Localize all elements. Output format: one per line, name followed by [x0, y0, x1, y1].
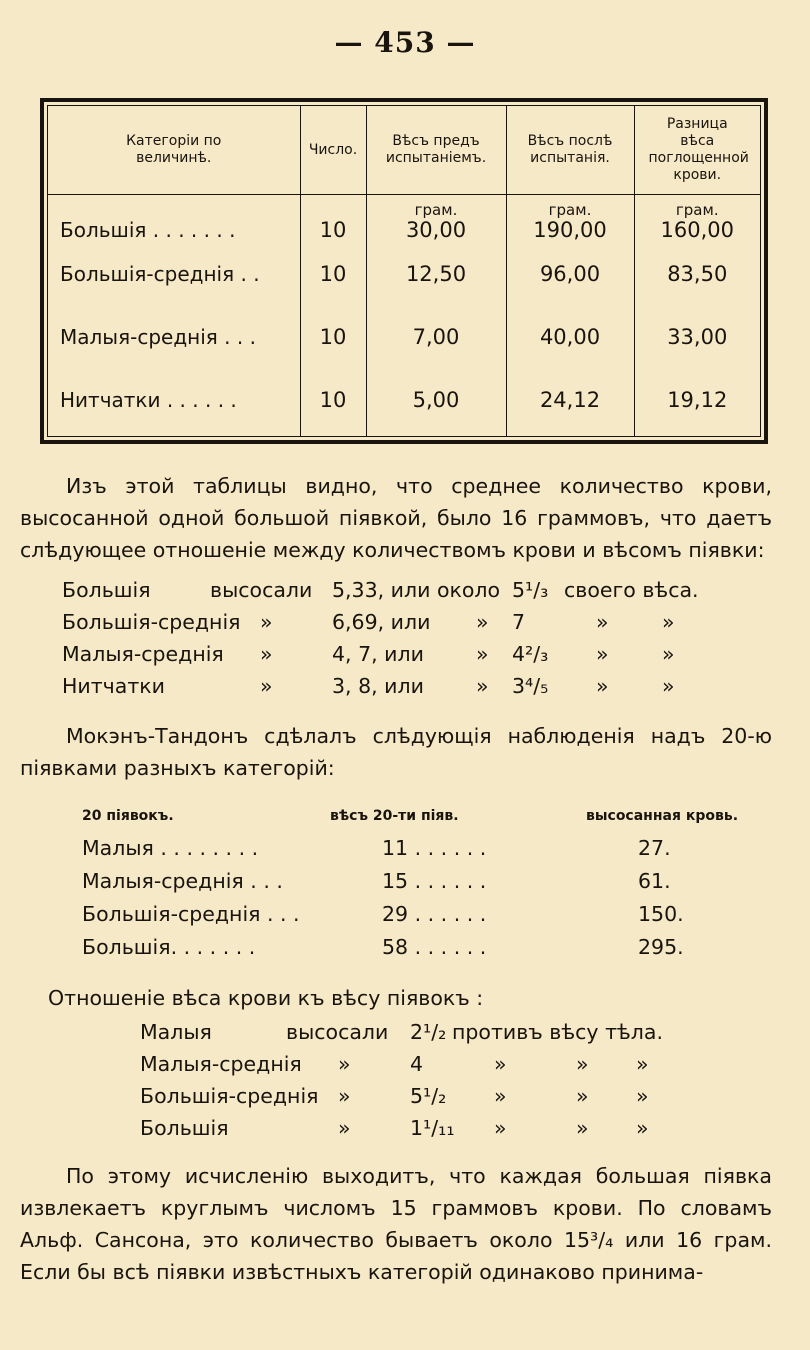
ratio2-name: Большія-среднія — [140, 1084, 319, 1108]
cell-before: 5,00 — [366, 368, 506, 431]
leech-weight: 11 . . . . . . — [382, 836, 487, 860]
paragraph-3: Отношеніе вѣса крови къ вѣсу піявокъ : — [48, 986, 484, 1010]
list-item — [140, 1116, 810, 1148]
ratio-name: Малыя-среднія — [62, 642, 224, 666]
cell-diff: 83,50 — [634, 243, 760, 306]
ratio2-tail: противъ вѣсу тѣла. — [452, 1020, 663, 1044]
ratio2-quote: » — [636, 1084, 649, 1108]
ratio-quote: » — [662, 610, 675, 634]
ratio2-quote: » — [494, 1052, 507, 1076]
cell-after: 24,12 — [506, 368, 634, 431]
leech-table-header — [82, 808, 772, 836]
cell-after: 96,00 — [506, 243, 634, 306]
list-item — [62, 674, 762, 706]
ratio-quote: » — [596, 642, 609, 666]
leech-weight: 29 . . . . . . — [382, 902, 487, 926]
ratio2-name: Малыя-среднія — [140, 1052, 302, 1076]
cell-count: 10 — [300, 195, 366, 244]
paragraph-1: Изъ этой таблицы видно, что среднее количество крови, высосанной одной большой піявкой, было 16 граммовъ, что даетъ слѣдующее отношеніе между количествомъ крови и вѣсомъ піявки: — [20, 474, 772, 562]
cell-after-value: 190,00 — [533, 218, 607, 242]
col-header-diff: Разница вѣса поглощенной крови. — [634, 106, 760, 195]
leech-name: Большія. . . . . . . — [82, 935, 256, 959]
ratio2-verb: » — [338, 1084, 351, 1108]
cell-before: 7,00 — [366, 306, 506, 369]
ratio-list-2 — [140, 1020, 810, 1148]
ratio-quote: » — [596, 610, 609, 634]
leech-weight: 58 . . . . . . — [382, 935, 487, 959]
table-row — [82, 902, 772, 935]
cell-after: 40,00 — [506, 306, 634, 369]
cell-before: 12,50 — [366, 243, 506, 306]
table-row — [82, 935, 772, 968]
ratio2-fraction: 2¹/₂ — [410, 1020, 447, 1044]
ratio2-quote: » — [636, 1052, 649, 1076]
ratio2-quote: » — [576, 1084, 589, 1108]
ratio2-verb: » — [338, 1116, 351, 1140]
cell-category: Нитчатки . . . . . . — [60, 387, 237, 412]
list-item — [62, 610, 762, 642]
table-row — [48, 195, 760, 244]
ratio-verb: » — [260, 610, 273, 634]
col-header-count: Число. — [300, 106, 366, 195]
leech-blood: 27. — [638, 836, 671, 860]
ratio-fraction: 3⁴/₅ — [512, 674, 549, 698]
leech-col-header-weight: вѣсъ 20-ти пiяв. — [330, 808, 459, 824]
table-row — [82, 869, 772, 902]
leech-name: Большія-среднія . . . — [82, 902, 300, 926]
ratio-tail: своего вѣса. — [564, 578, 699, 602]
unit-label: грам. — [548, 201, 592, 219]
list-item — [140, 1020, 810, 1052]
ratio-verb: » — [260, 642, 273, 666]
col-header-category: Категоріи по величинѣ. — [48, 106, 300, 195]
leech-weight: 15 . . . . . . — [382, 869, 487, 893]
ratio2-name: Малыя — [140, 1020, 212, 1044]
ratio2-quote: » — [636, 1116, 649, 1140]
ratio2-quote: » — [576, 1052, 589, 1076]
ratio-fraction: 4²/₃ — [512, 642, 549, 666]
leech-col-header-count: 20 піявокъ. — [82, 808, 174, 824]
leech-blood: 150. — [638, 902, 684, 926]
ratio-value: 6,69, или — [332, 610, 431, 634]
col-header-after: Вѣсъ послѣ испытанія. — [506, 106, 634, 195]
leech-blood: 61. — [638, 869, 671, 893]
paragraph-4: По этому исчисленію выходитъ, что каждая большая піявка извлекаетъ круглымъ числомъ 15 граммовъ крови. По словамъ Альф. Сансона, это количество бываетъ около 15³/₄ или 16 грам. Если бы всѣ піявки извѣстныхъ категорій одинаково принима- — [20, 1164, 772, 1284]
leech-col-header-blood: высосанная кровь. — [586, 808, 739, 824]
cell-diff — [634, 195, 760, 244]
ratio-quote: » — [662, 642, 675, 666]
ratio-verb: высосали — [210, 578, 313, 602]
ratio2-quote: » — [494, 1116, 507, 1140]
ratio-list-1 — [62, 578, 762, 706]
ratio-quote: » — [596, 674, 609, 698]
list-item — [62, 578, 762, 610]
cell-before-value: 30,00 — [405, 218, 467, 242]
ratio2-fraction: 4 — [410, 1052, 424, 1076]
unit-label: грам. — [675, 201, 719, 219]
cell-category: Большія . . . . . . . — [60, 218, 236, 242]
list-item — [140, 1084, 810, 1116]
paragraph-2: Мокэнъ-Тандонъ сдѣлалъ слѣдующія наблюденія надъ 20-ю піявками разныхъ категорій: — [20, 724, 772, 780]
ratio2-verb: высосали — [286, 1020, 389, 1044]
cell-before — [366, 195, 506, 244]
ratio-name: Большія-среднія — [62, 610, 241, 634]
cell-count: 10 — [300, 368, 366, 431]
ratio2-name: Большія — [140, 1116, 229, 1140]
ratio-quote: » — [476, 642, 489, 666]
table-row — [48, 306, 760, 369]
leech-name: Малыя . . . . . . . . — [82, 836, 259, 860]
table-row — [48, 243, 760, 306]
cell-count: 10 — [300, 306, 366, 369]
cell-diff-value: 160,00 — [660, 218, 734, 242]
leech-table — [82, 808, 772, 968]
table-row — [82, 836, 772, 869]
cell-count: 10 — [300, 243, 366, 306]
ratio2-quote: » — [494, 1084, 507, 1108]
ratio2-verb: » — [338, 1052, 351, 1076]
ratio2-fraction: 5¹/₂ — [410, 1084, 447, 1108]
cell-category: Малыя-среднія . . . — [60, 325, 256, 350]
list-item — [62, 642, 762, 674]
ratio-fraction: 5¹/₃ — [512, 578, 549, 602]
ratio-value: 5,33, или около — [332, 578, 501, 602]
ratio-name: Большія — [62, 578, 151, 602]
ratio-quote: » — [662, 674, 675, 698]
ratio-name: Нитчатки — [62, 674, 166, 698]
cell-diff: 19,12 — [634, 368, 760, 431]
ratio2-fraction: 1¹/₁₁ — [410, 1116, 455, 1140]
ratio-quote: » — [476, 610, 489, 634]
ratio-value: 3, 8, или — [332, 674, 424, 698]
list-item — [140, 1052, 810, 1084]
cell-category: Большія-среднія . . — [60, 262, 260, 287]
ratio-fraction: 7 — [512, 610, 526, 634]
unit-label: грам. — [414, 201, 458, 219]
ratio-quote: » — [476, 674, 489, 698]
leech-blood: 295. — [638, 935, 684, 959]
leech-name: Малыя-среднія . . . — [82, 869, 283, 893]
ratio-value: 4, 7, или — [332, 642, 424, 666]
results-table — [40, 98, 768, 444]
cell-diff: 33,00 — [634, 306, 760, 369]
cell-after — [506, 195, 634, 244]
table-row — [48, 368, 760, 431]
page-number: — 453 — — [334, 26, 476, 59]
ratio2-quote: » — [576, 1116, 589, 1140]
col-header-before: Вѣсъ предъ испытаніемъ. — [366, 106, 506, 195]
ratio-verb: » — [260, 674, 273, 698]
